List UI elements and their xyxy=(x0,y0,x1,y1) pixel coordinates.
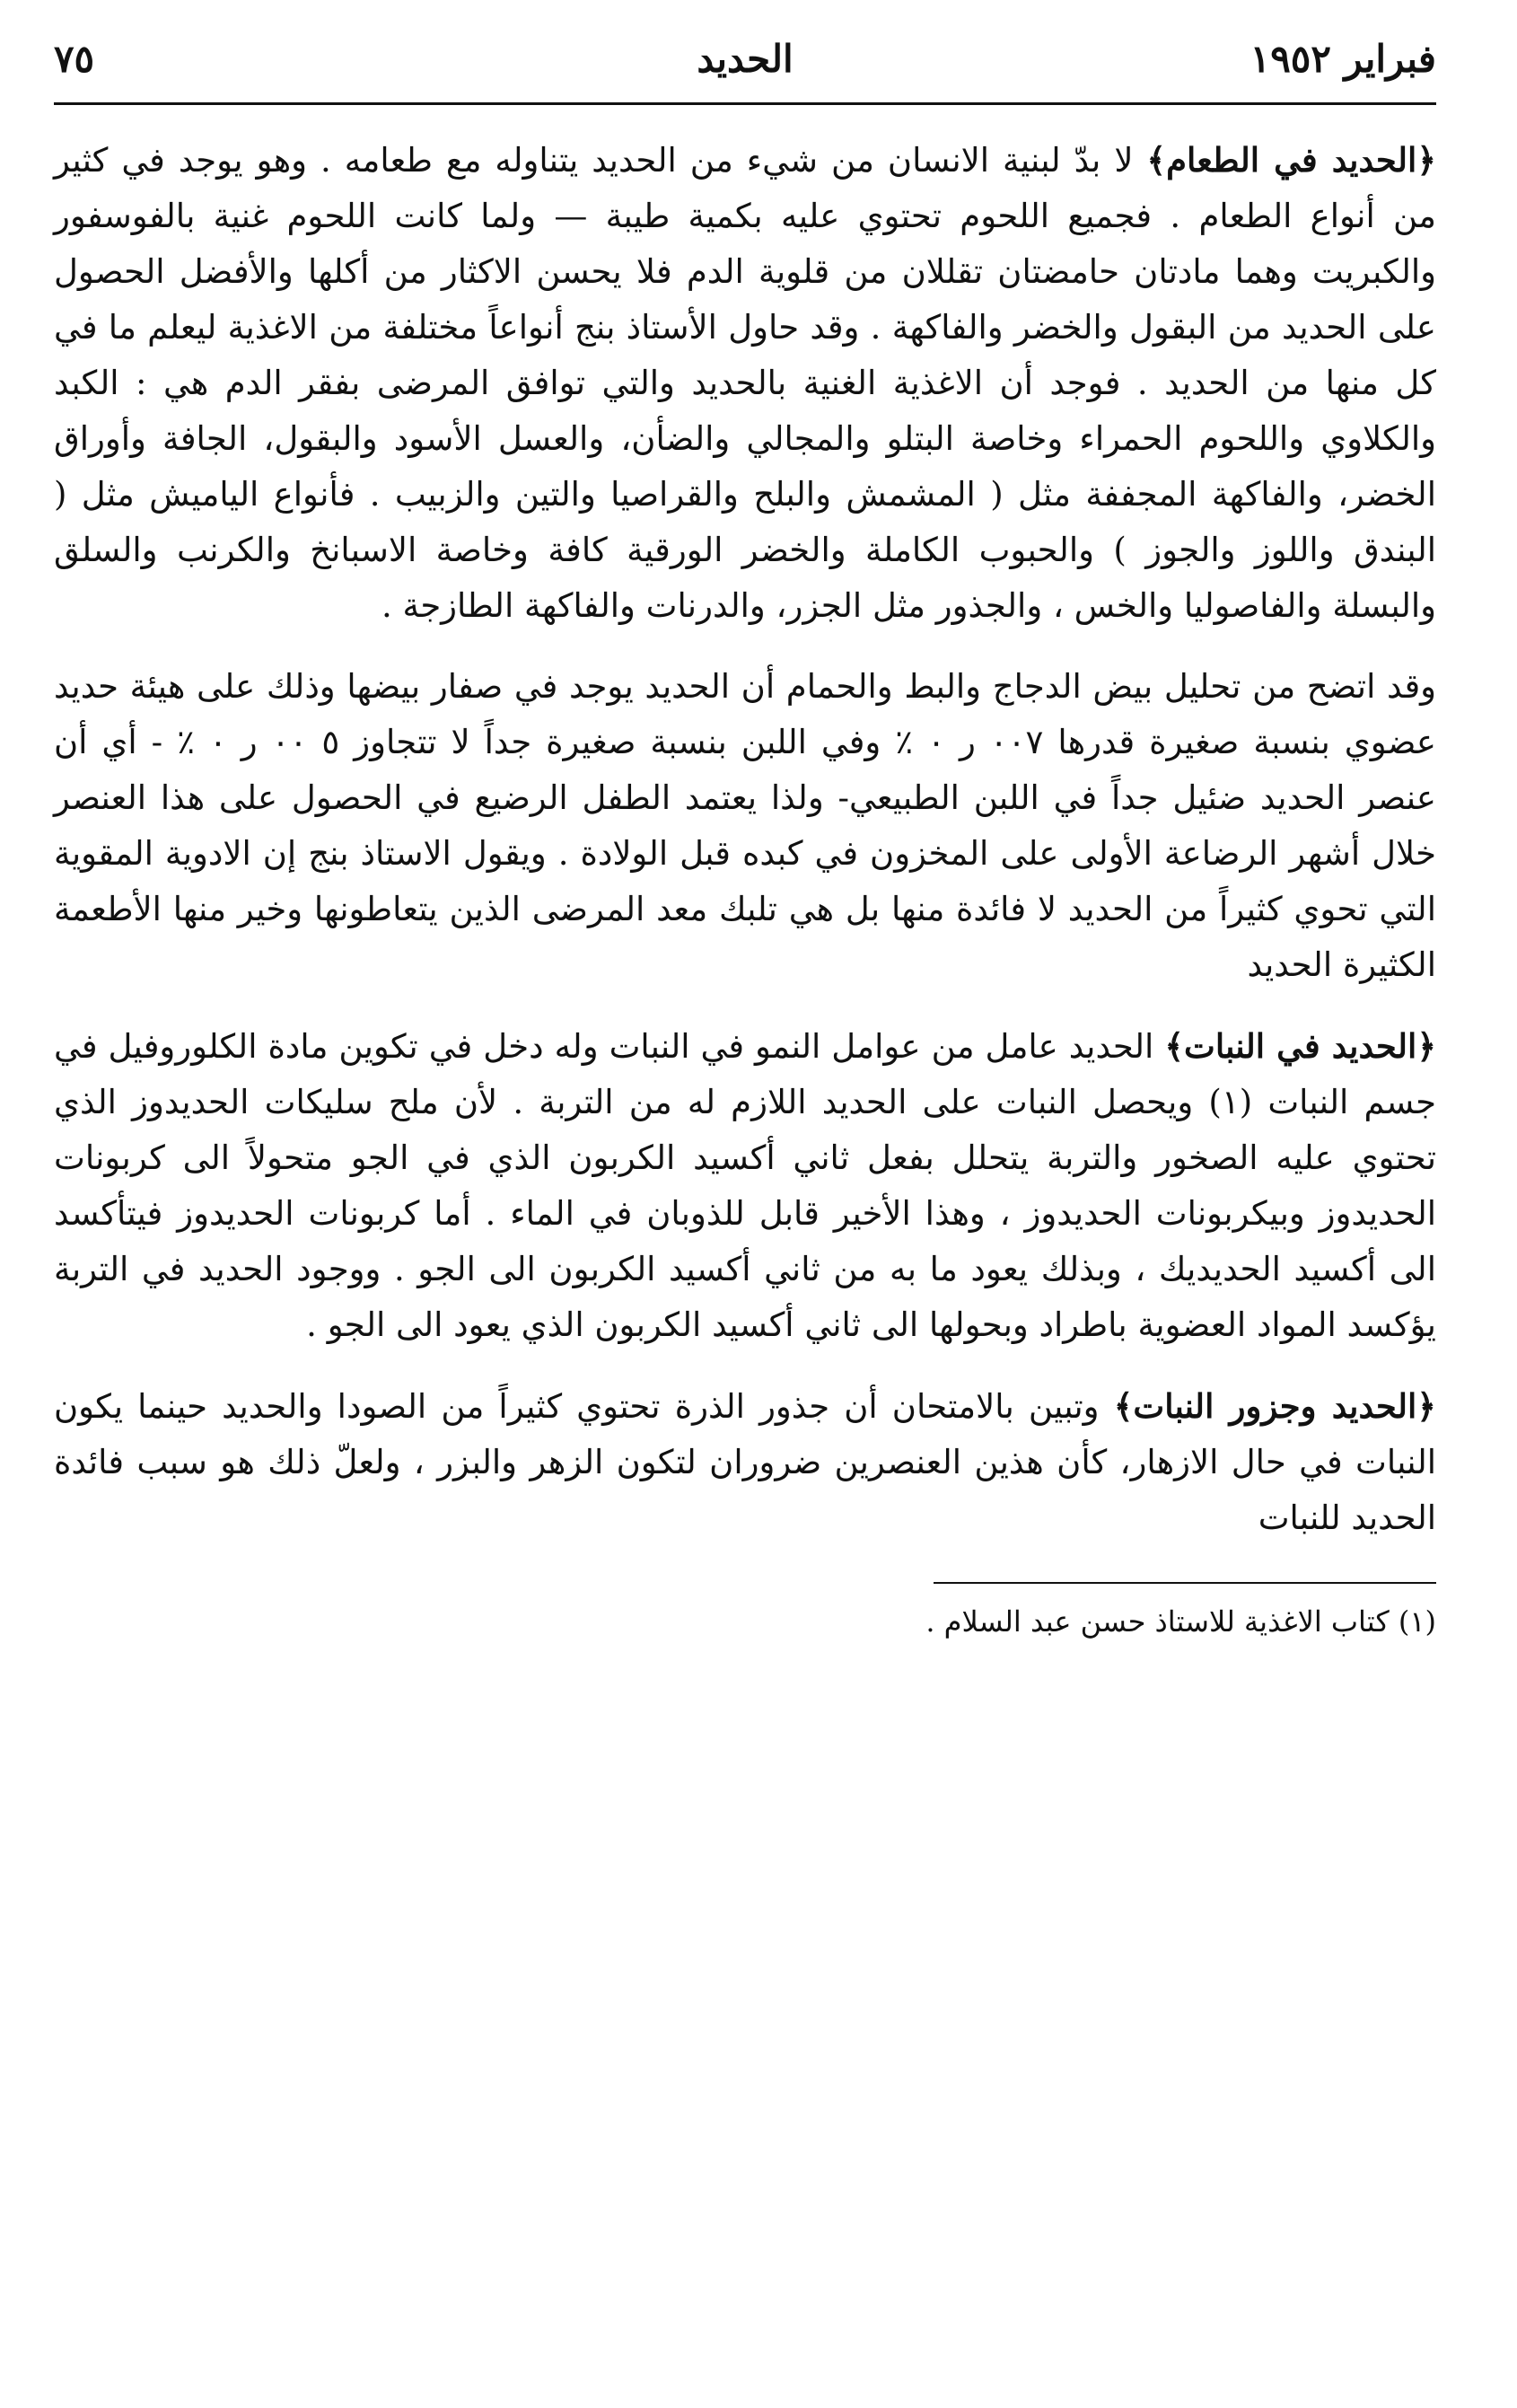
section-heading: ﴿الحديد وجزور النبات﴾ xyxy=(1113,1386,1436,1426)
section-heading: ﴿الحديد في الطعام﴾ xyxy=(1146,140,1436,180)
paragraph-eggs-milk xyxy=(54,659,1436,993)
page-number: ٧٥ xyxy=(54,36,95,81)
paragraph-text: الحديد عامل من عوامل النمو في النبات وله دخل في تكوين مادة الكلوروفيل في جسم النبات (١) ويحصل النبات على الحديد اللازم له من التربة . لأن ملح سليكات الحديدوز الذي تحتوي عليه الصخور والتربة يتحلل بفعل ثاني أكسيد الكربون الذي في الجو متحولاً الى كربونات الحديدوز وبيكربونات الحديدوز ، وهذا الأخير قابل للذوبان في الماء . أما كربونات الحديدوز فيتأكسد الى أكسيد الحديديك ، وبذلك يعود ما به من ثاني أكسيد الكربون الى الجو . ووجود الحديد في التربة يؤكسد المواد العضوية باطراد وبحولها الى ثاني أكسيد الكربون الذي يعود الى الجو . xyxy=(54,1027,1437,1344)
paragraph-text: وقد اتضح من تحليل بيض الدجاج والبط والحمام أن الحديد يوجد في صفار بيضها وذلك على هيئة حديد عضوي بنسبة صغيرة قدرها ٠٠٧ ر ٠ ٪ وفي اللبن بنسبة صغيرة جداً لا تتجاوز ٥ ٠٠ ر ٠ ٪ - أي أن عنصر الحديد ضئيل جداً في اللبن الطبيعي- ولذا يعتمد الطفل الرضيع في الحصول على هذا العنصر خلال أشهر الرضاعة الأولى على المخزون في كبده قبل الولادة . ويقول الاستاذ بنج إن الادوية المقوية التي تحوي كثيراً من الحديد لا فائدة منها بل هي تلبك معد المرضى الذين يتعاطونها وخير منها الأطعمة الكثيرة الحديد xyxy=(54,667,1437,984)
header-title: الحديد xyxy=(697,36,794,81)
paragraph-text: لا بدّ لبنية الانسان من شيء من الحديد يتناوله مع طعامه . وهو يوجد في كثير من أنواع الطعام . فجميع اللحوم تحتوي عليه بكمية طيبة — ولما كانت اللحوم غنية بالفوسفور والكبريت وهما مادتان حامضتان تقللان من قلوية الدم فلا يحسن الاكثار من أكلها والأفضل الحصول على الحديد من البقول والخضر والفاكهة . وقد حاول الأستاذ بنج أنواعاً مختلفة من الاغذية ليعلم ما في كل منها من الحديد . فوجد أن الاغذية الغنية بالحديد والتي توافق المرضى بفقر الدم هي : الكبد والكلاوي واللحوم الحمراء وخاصة البتلو والمجالي والضأن، والعسل الأسود والبقول، الجافة وأوراق الخضر، والفاكهة المجففة مثل ( المشمش والبلح والقراصيا والتين والزبيب . فأنواع الياميش مثل ( البندق واللوز والجوز ) والحبوب الكاملة والخضر الورقية كافة وخاصة الاسبانخ والكرنب والسلق والبسلة والفاصوليا والخس ، والجذور مثل الجزر، والدرنات والفاكهة الطازجة . xyxy=(54,141,1436,625)
header-date: فبراير ١٩٥٢ xyxy=(1250,36,1436,81)
paragraph-text: وتبين بالامتحان أن جذور الذرة تحتوي كثيراً من الصودا والحديد حينما يكون النبات في حال الازهار، كأن هذين العنصرين ضروران لتكون الزهر والبزر ، ولعلّ ذلك هو سبب فائدة الحديد للنبات xyxy=(54,1387,1436,1537)
header-rule xyxy=(54,102,1436,105)
paragraph-iron-in-plants xyxy=(54,1018,1436,1353)
section-heading: ﴿الحديد في النبات﴾ xyxy=(1164,1026,1437,1066)
paragraph-iron-and-roots xyxy=(54,1378,1436,1546)
page-header xyxy=(54,27,1436,90)
footnote: (١) كتاب الاغذية للاستاذ حسن عبد السلام . xyxy=(925,1604,1436,1639)
paragraph-iron-in-food xyxy=(54,132,1436,634)
footnote-rule xyxy=(934,1582,1436,1584)
book-page xyxy=(54,27,1436,2379)
